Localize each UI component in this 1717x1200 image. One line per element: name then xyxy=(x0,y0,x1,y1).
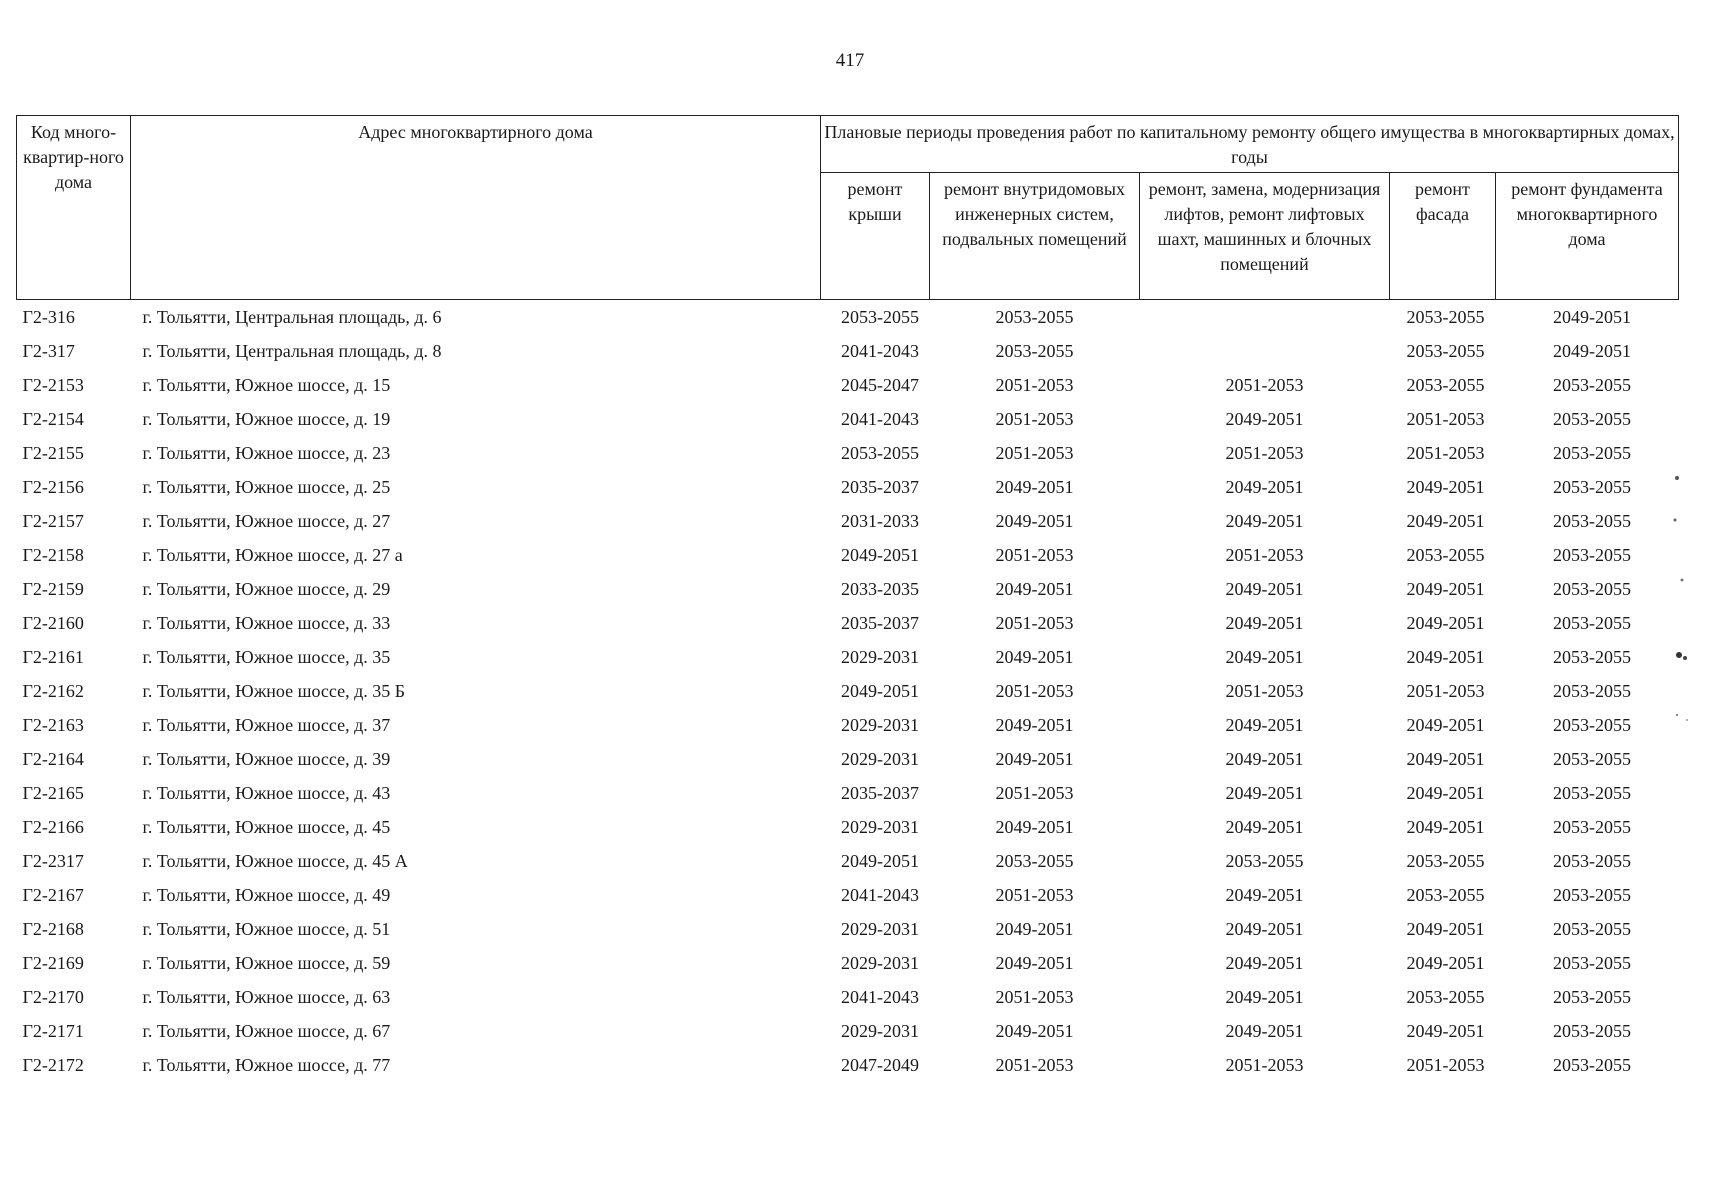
table-row xyxy=(17,844,1679,878)
table-row xyxy=(17,980,1679,1014)
table-row xyxy=(17,810,1679,844)
cell-roof: 2049-2051 xyxy=(841,545,919,565)
cell-code: Г2-2171 xyxy=(22,1021,84,1041)
cell-facade: 2049-2051 xyxy=(1406,749,1485,769)
cell-roof: 2029-2031 xyxy=(841,919,919,939)
table-row xyxy=(17,504,1679,538)
cell-roof: 2041-2043 xyxy=(841,885,919,905)
cell-facade: 2053-2055 xyxy=(1406,851,1485,871)
cell-roof: 2035-2037 xyxy=(841,613,919,633)
cell-roof: 2029-2031 xyxy=(841,1021,919,1041)
cell-address: г. Тольятти, Центральная площадь, д. 8 xyxy=(142,341,442,361)
table-row xyxy=(17,878,1679,912)
cell-address: г. Тольятти, Южное шоссе, д. 39 xyxy=(142,749,391,769)
cell-engineering: 2051-2053 xyxy=(995,987,1074,1007)
cell-lift: 2049-2051 xyxy=(1225,783,1304,803)
table-row xyxy=(17,946,1679,980)
cell-code: Г2-2154 xyxy=(22,409,84,429)
cell-code: Г2-316 xyxy=(22,307,75,327)
cell-code: Г2-2164 xyxy=(22,749,84,769)
cell-engineering: 2049-2051 xyxy=(995,749,1074,769)
cell-roof: 2053-2055 xyxy=(841,443,919,463)
cell-engineering: 2053-2055 xyxy=(995,307,1074,327)
cell-facade: 2049-2051 xyxy=(1406,613,1485,633)
cell-code: Г2-2172 xyxy=(22,1055,84,1075)
cell-lift: 2049-2051 xyxy=(1225,647,1304,667)
cell-code: Г2-2160 xyxy=(22,613,84,633)
cell-address: г. Тольятти, Южное шоссе, д. 23 xyxy=(142,443,391,463)
header-foundation: ремонт фундамента многоквартирного дома xyxy=(1496,173,1679,300)
cell-facade: 2053-2055 xyxy=(1406,987,1485,1007)
cell-code: Г2-2162 xyxy=(22,681,84,701)
cell-address: г. Тольятти, Южное шоссе, д. 27 а xyxy=(142,545,403,565)
cell-address: г. Тольятти, Южное шоссе, д. 43 xyxy=(142,783,391,803)
cell-address: г. Тольятти, Южное шоссе, д. 35 Б xyxy=(142,681,406,701)
cell-code: Г2-2166 xyxy=(22,817,84,837)
cell-foundation: 2053-2055 xyxy=(1553,409,1631,429)
cell-lift: 2049-2051 xyxy=(1225,749,1304,769)
cell-engineering: 2051-2053 xyxy=(995,613,1074,633)
cell-foundation: 2053-2055 xyxy=(1553,647,1631,667)
header-lift: ремонт, замена, модернизация лифтов, ремонт лифтовых шахт, машинных и блочных помещений xyxy=(1140,173,1390,300)
cell-engineering: 2049-2051 xyxy=(995,477,1074,497)
table-row xyxy=(17,538,1679,572)
table-row xyxy=(17,334,1679,368)
table-row xyxy=(17,368,1679,402)
cell-address: г. Тольятти, Южное шоссе, д. 33 xyxy=(142,613,391,633)
cell-facade: 2051-2053 xyxy=(1406,409,1485,429)
cell-lift: 2051-2053 xyxy=(1225,375,1304,395)
table-row xyxy=(17,708,1679,742)
cell-engineering: 2049-2051 xyxy=(995,579,1074,599)
cell-code: Г2-2168 xyxy=(22,919,84,939)
cell-foundation: 2053-2055 xyxy=(1553,375,1631,395)
cell-engineering: 2049-2051 xyxy=(995,715,1074,735)
repair-schedule-table xyxy=(16,115,1679,1082)
cell-foundation: 2053-2055 xyxy=(1553,919,1631,939)
cell-engineering: 2051-2053 xyxy=(995,783,1074,803)
cell-facade: 2053-2055 xyxy=(1406,545,1485,565)
cell-lift: 2049-2051 xyxy=(1225,817,1304,837)
cell-foundation: 2053-2055 xyxy=(1553,613,1631,633)
header-roof: ремонт крыши xyxy=(821,173,930,300)
cell-roof: 2029-2031 xyxy=(841,715,919,735)
header-address: Адрес многоквартирного дома xyxy=(131,116,821,300)
cell-roof: 2049-2051 xyxy=(841,851,919,871)
cell-foundation: 2053-2055 xyxy=(1553,1055,1631,1075)
cell-foundation: 2049-2051 xyxy=(1553,341,1631,361)
cell-facade: 2049-2051 xyxy=(1406,953,1485,973)
cell-foundation: 2053-2055 xyxy=(1553,1021,1631,1041)
header-facade: ремонт фасада xyxy=(1390,173,1496,300)
cell-facade: 2053-2055 xyxy=(1406,307,1485,327)
cell-engineering: 2051-2053 xyxy=(995,1055,1074,1075)
table-row xyxy=(17,776,1679,810)
cell-roof: 2033-2035 xyxy=(841,579,919,599)
cell-engineering: 2051-2053 xyxy=(995,681,1074,701)
cell-foundation: 2053-2055 xyxy=(1553,681,1631,701)
cell-engineering: 2051-2053 xyxy=(995,443,1074,463)
table-row xyxy=(17,1014,1679,1048)
cell-roof: 2035-2037 xyxy=(841,783,919,803)
cell-address: г. Тольятти, Южное шоссе, д. 49 xyxy=(142,885,391,905)
cell-engineering: 2051-2053 xyxy=(995,545,1074,565)
cell-lift: 2049-2051 xyxy=(1225,477,1304,497)
table-row xyxy=(17,470,1679,504)
table-row xyxy=(17,912,1679,946)
table-row xyxy=(17,606,1679,640)
cell-address: г. Тольятти, Южное шоссе, д. 59 xyxy=(142,953,391,973)
cell-code: Г2-2170 xyxy=(22,987,84,1007)
cell-address: г. Тольятти, Южное шоссе, д. 77 xyxy=(142,1055,391,1075)
cell-lift xyxy=(1140,300,1390,335)
cell-facade: 2049-2051 xyxy=(1406,715,1485,735)
cell-code: Г2-2161 xyxy=(22,647,84,667)
cell-address: г. Тольятти, Южное шоссе, д. 27 xyxy=(142,511,391,531)
cell-lift: 2049-2051 xyxy=(1225,1021,1304,1041)
cell-engineering: 2049-2051 xyxy=(995,953,1074,973)
cell-code: Г2-2156 xyxy=(22,477,84,497)
cell-roof: 2029-2031 xyxy=(841,953,919,973)
cell-engineering: 2049-2051 xyxy=(995,647,1074,667)
cell-code: Г2-317 xyxy=(22,341,75,361)
cell-roof: 2029-2031 xyxy=(841,647,919,667)
table-row xyxy=(17,402,1679,436)
cell-lift: 2051-2053 xyxy=(1225,545,1304,565)
cell-facade: 2049-2051 xyxy=(1406,1021,1485,1041)
cell-lift: 2049-2051 xyxy=(1225,919,1304,939)
cell-engineering: 2051-2053 xyxy=(995,885,1074,905)
cell-lift: 2049-2051 xyxy=(1225,953,1304,973)
cell-facade: 2049-2051 xyxy=(1406,647,1485,667)
cell-address: г. Тольятти, Центральная площадь, д. 6 xyxy=(142,307,442,327)
cell-code: Г2-2167 xyxy=(22,885,84,905)
cell-engineering: 2049-2051 xyxy=(995,1021,1074,1041)
cell-foundation: 2053-2055 xyxy=(1553,851,1631,871)
cell-facade: 2049-2051 xyxy=(1406,477,1485,497)
cell-facade: 2049-2051 xyxy=(1406,783,1485,803)
cell-roof: 2053-2055 xyxy=(841,307,919,327)
cell-engineering: 2053-2055 xyxy=(995,341,1074,361)
cell-roof: 2047-2049 xyxy=(841,1055,919,1075)
cell-facade: 2051-2053 xyxy=(1406,681,1485,701)
table-row xyxy=(17,674,1679,708)
cell-address: г. Тольятти, Южное шоссе, д. 45 xyxy=(142,817,391,837)
table-row xyxy=(17,436,1679,470)
cell-lift: 2049-2051 xyxy=(1225,987,1304,1007)
cell-foundation: 2053-2055 xyxy=(1553,715,1631,735)
cell-engineering: 2051-2053 xyxy=(995,375,1074,395)
cell-lift: 2049-2051 xyxy=(1225,511,1304,531)
cell-roof: 2045-2047 xyxy=(841,375,919,395)
cell-code: Г2-2159 xyxy=(22,579,84,599)
cell-roof: 2041-2043 xyxy=(841,409,919,429)
cell-lift: 2051-2053 xyxy=(1225,443,1304,463)
cell-code: Г2-2158 xyxy=(22,545,84,565)
cell-facade: 2049-2051 xyxy=(1406,919,1485,939)
cell-facade: 2053-2055 xyxy=(1406,885,1485,905)
cell-facade: 2049-2051 xyxy=(1406,511,1485,531)
table-row xyxy=(17,742,1679,776)
cell-foundation: 2053-2055 xyxy=(1553,817,1631,837)
cell-engineering: 2049-2051 xyxy=(995,919,1074,939)
cell-facade: 2051-2053 xyxy=(1406,1055,1485,1075)
cell-roof: 2035-2037 xyxy=(841,477,919,497)
cell-facade: 2053-2055 xyxy=(1406,375,1485,395)
table-row xyxy=(17,640,1679,674)
cell-facade: 2051-2053 xyxy=(1406,443,1485,463)
cell-facade: 2053-2055 xyxy=(1406,341,1485,361)
table-row xyxy=(17,572,1679,606)
cell-lift: 2049-2051 xyxy=(1225,885,1304,905)
cell-engineering: 2049-2051 xyxy=(995,817,1074,837)
table-row xyxy=(17,1048,1679,1082)
cell-lift: 2051-2053 xyxy=(1225,1055,1304,1075)
cell-address: г. Тольятти, Южное шоссе, д. 15 xyxy=(142,375,391,395)
cell-code: Г2-2155 xyxy=(22,443,84,463)
cell-roof: 2041-2043 xyxy=(841,987,919,1007)
header-engineering: ремонт внутридомовых инженерных систем, подвальных помещений xyxy=(930,173,1140,300)
cell-address: г. Тольятти, Южное шоссе, д. 25 xyxy=(142,477,391,497)
cell-lift: 2049-2051 xyxy=(1225,409,1304,429)
cell-engineering: 2051-2053 xyxy=(995,409,1074,429)
cell-facade: 2049-2051 xyxy=(1406,817,1485,837)
cell-foundation: 2053-2055 xyxy=(1553,749,1631,769)
cell-foundation: 2053-2055 xyxy=(1553,579,1631,599)
cell-lift: 2049-2051 xyxy=(1225,579,1304,599)
cell-lift: 2051-2053 xyxy=(1225,681,1304,701)
table-header xyxy=(17,116,1679,300)
cell-lift xyxy=(1140,334,1390,368)
cell-roof: 2049-2051 xyxy=(841,681,919,701)
cell-roof: 2029-2031 xyxy=(841,817,919,837)
cell-foundation: 2053-2055 xyxy=(1553,885,1631,905)
cell-code: Г2-2165 xyxy=(22,783,84,803)
cell-address: г. Тольятти, Южное шоссе, д. 67 xyxy=(142,1021,391,1041)
cell-foundation: 2053-2055 xyxy=(1553,477,1631,497)
cell-foundation: 2053-2055 xyxy=(1553,511,1631,531)
cell-facade: 2049-2051 xyxy=(1406,579,1485,599)
header-code: Код много-квартир-ного дома xyxy=(17,116,131,300)
table-row xyxy=(17,300,1679,335)
table-body xyxy=(17,300,1679,1083)
cell-roof: 2031-2033 xyxy=(841,511,919,531)
cell-lift: 2049-2051 xyxy=(1225,715,1304,735)
scan-specks xyxy=(1657,470,1717,770)
cell-foundation: 2053-2055 xyxy=(1553,443,1631,463)
cell-engineering: 2049-2051 xyxy=(995,511,1074,531)
cell-code: Г2-2157 xyxy=(22,511,84,531)
cell-code: Г2-2163 xyxy=(22,715,84,735)
cell-code: Г2-2169 xyxy=(22,953,84,973)
cell-engineering: 2053-2055 xyxy=(995,851,1074,871)
cell-address: г. Тольятти, Южное шоссе, д. 35 xyxy=(142,647,391,667)
cell-address: г. Тольятти, Южное шоссе, д. 45 А xyxy=(142,851,408,871)
cell-foundation: 2049-2051 xyxy=(1553,307,1631,327)
cell-code: Г2-2153 xyxy=(22,375,84,395)
cell-address: г. Тольятти, Южное шоссе, д. 51 xyxy=(142,919,391,939)
cell-address: г. Тольятти, Южное шоссе, д. 37 xyxy=(142,715,391,735)
cell-roof: 2029-2031 xyxy=(841,749,919,769)
cell-address: г. Тольятти, Южное шоссе, д. 29 xyxy=(142,579,391,599)
cell-address: г. Тольятти, Южное шоссе, д. 19 xyxy=(142,409,391,429)
cell-foundation: 2053-2055 xyxy=(1553,987,1631,1007)
cell-code: Г2-2317 xyxy=(22,851,84,871)
page-number: 417 xyxy=(835,50,865,71)
header-planned-periods: Плановые периоды проведения работ по капитальному ремонту общего имущества в многоквартирных домах, годы xyxy=(821,116,1679,173)
cell-lift: 2053-2055 xyxy=(1225,851,1304,871)
cell-foundation: 2053-2055 xyxy=(1553,545,1631,565)
cell-lift: 2049-2051 xyxy=(1225,613,1304,633)
cell-roof: 2041-2043 xyxy=(841,341,919,361)
cell-foundation: 2053-2055 xyxy=(1553,953,1631,973)
cell-address: г. Тольятти, Южное шоссе, д. 63 xyxy=(142,987,391,1007)
cell-foundation: 2053-2055 xyxy=(1553,783,1631,803)
